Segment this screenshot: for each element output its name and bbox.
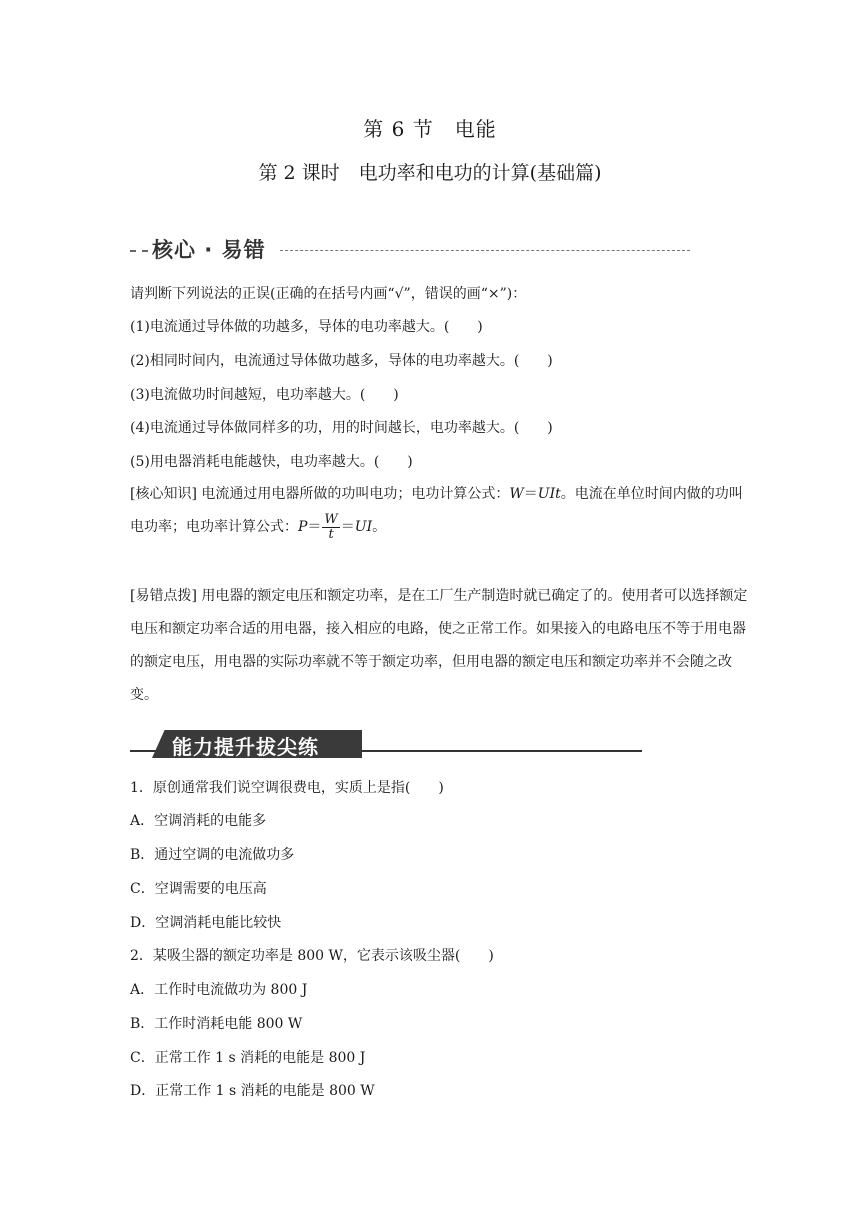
option-d: D．空调消耗电能比较快 xyxy=(130,915,282,931)
error-tip: [易错点拨] 用电器的额定电压和额定功率，是在工厂生产制造时就已确定了的。使用者可以选择额定电压和额定功率合适的用电器，接入相应的电路，使之正常工作。如果接入的电路电压不等于用电器的额定电压，用电器的实际功率就不等于额定功率，但用电器的额定电压和额定功率并不会随之改变。 xyxy=(130,588,748,703)
tip-tag: [易错点拨] xyxy=(130,588,197,604)
page-title: 第 6 节 电能 xyxy=(363,117,497,141)
judgement-item: (3)电流做功时间越短，电功率越大。( ) xyxy=(130,387,399,403)
core-tag: [核心知识] xyxy=(130,486,197,502)
core-knowledge: [核心知识] 电流通过用电器所做的功叫电功；电功计算公式：W＝UIt。电流在单位时间内做的功叫电功率；电功率计算公式：P＝ $\frac{W}{t}$ ＝UI。 xyxy=(130,486,743,542)
dashed-divider xyxy=(280,250,690,251)
option-c: C．正常工作 1 s 消耗的电能是 800 J xyxy=(130,1050,366,1066)
section-heading: 能力提升拔尖练 xyxy=(172,735,319,759)
option-a: A．工作时电流做功为 800 J xyxy=(130,982,308,998)
option-d: D．正常工作 1 s 消耗的电能是 800 W xyxy=(130,1083,375,1099)
page-subtitle: 第 2 课时 电功率和电功的计算(基础篇) xyxy=(258,162,602,184)
section-header-core xyxy=(130,234,690,266)
question-stem: 1．原创通常我们说空调很费电，实质上是指( ) xyxy=(130,780,444,796)
fraction: $\frac{W}{t}$ xyxy=(324,511,338,542)
judgement-item: (2)相同时间内，电流通过导体做功越多，导体的电功率越大。( ) xyxy=(130,353,553,369)
section-heading: 核心 · 易错 xyxy=(152,238,266,262)
question-stem: 2．某吸尘器的额定功率是 800 W，它表示该吸尘器( ) xyxy=(130,948,494,964)
dashed-divider xyxy=(130,250,148,252)
option-b: B．通过空调的电流做功多 xyxy=(130,847,295,863)
option-a: A．空调消耗的电能多 xyxy=(130,813,267,829)
judgement-item: (4)电流通过导体做同样多的功，用的时间越长，电功率越大。( ) xyxy=(130,420,553,436)
judgement-item: (1)电流通过导体做的功越多，导体的电功率越大。( ) xyxy=(130,319,483,335)
instruction-text: 请判断下列说法的正误(正确的在括号内画“√”，错误的画“×”)： xyxy=(130,286,527,302)
option-c: C．空调需要的电压高 xyxy=(130,881,267,897)
judgement-item: (5)用电器消耗电能越快，电功率越大。( ) xyxy=(130,454,413,470)
section-header-ability xyxy=(130,728,642,760)
option-b: B．工作时消耗电能 800 W xyxy=(130,1016,303,1032)
